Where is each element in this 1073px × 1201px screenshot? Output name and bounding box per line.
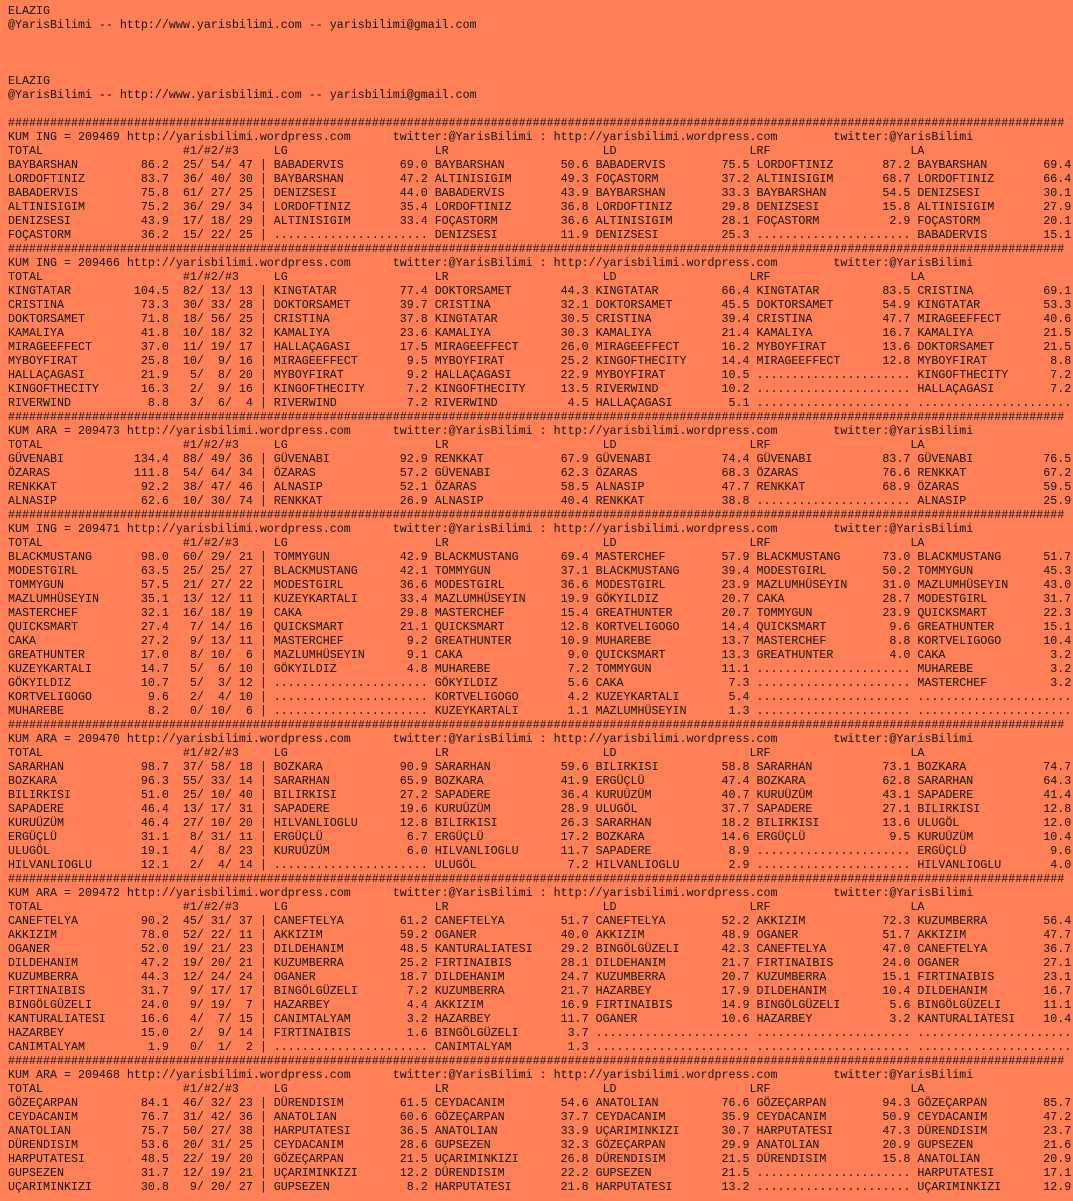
- result-row: KUZUMBERRA 44.3 12/ 24/ 24 | OGANER 18.7 DILDEHANIM 24.7 KUZUMBERRA 20.7 KUZUMBERRA 15.1 FIRTINAIBIS 23.1: [8, 970, 1072, 984]
- result-row: BLACKMUSTANG 98.0 60/ 29/ 21 | TOMMYGUN 42.9 BLACKMUSTANG 69.4 MASTERCHEF 57.9 BLACKMUSTANG 73.0 BLACKMUSTANG 51.7: [8, 550, 1072, 564]
- spacer: [8, 32, 1073, 46]
- separator-line: #######################################################################################################################################################: [8, 1054, 1065, 1068]
- result-row: KORTVELIGOGO 9.6 2/ 4/ 10 | ...................... KORTVELIGOGO 4.2 KUZEYKARTALI 5.4 ...................... ......................: [8, 690, 1072, 704]
- result-row: ULUGÖL 19.1 4/ 8/ 23 | KURUÜZÜM 6.0 HILVANLIOGLU 11.7 SAPADERE 8.9 ...................... ERGÜÇLÜ 9.6: [8, 844, 1072, 858]
- result-row: MYBOYFIRAT 25.8 10/ 9/ 16 | MIRAGEEFFECT 9.5 MYBOYFIRAT 25.2 KINGOFTHECITY 14.4 MIRAGEEFFECT 12.8 MYBOYFIRAT 8.8: [8, 354, 1072, 368]
- result-row: BINGÖLGÜZELI 24.0 9/ 19/ 7 | HAZARBEY 4.4 AKKIZIM 16.9 FIRTINAIBIS 14.9 BINGÖLGÜZELI 5.6 BINGÖLGÜZELI 11.1: [8, 998, 1072, 1012]
- separator-line: #######################################################################################################################################################: [8, 116, 1065, 130]
- result-row: CANIMTALYAM 1.9 0/ 1/ 2 | ...................... CANIMTALYAM 1.3 ...................... ...................... ......................: [8, 1040, 1072, 1054]
- spacer: [8, 60, 1073, 74]
- result-row: BAYBARSHAN 86.2 25/ 54/ 47 | BABADERVIS 69.0 BAYBARSHAN 50.6 BABADERVIS 75.5 LORDOFTINIZ 87.2 BAYBARSHAN 69.4: [8, 158, 1072, 172]
- column-header-line: TOTAL #1/#2/#3 LG LR LD LRF LA: [8, 270, 925, 284]
- result-row: GUPSEZEN 31.7 12/ 19/ 21 | UÇARIMINKIZI 12.2 DÜRENDISIM 22.2 GUPSEZEN 21.5 ...................... HARPUTATESI 17.1: [8, 1166, 1072, 1180]
- result-row: GÖKYILDIZ 10.7 5/ 3/ 12 | ...................... GÖKYILDIZ 5.6 CAKA 7.3 ...................... MASTERCHEF 3.2: [8, 676, 1072, 690]
- race-section: [8, 1054, 1073, 1194]
- race-info-line: KUM ARA = 209473 http://yarisbilimi.wordpress.com twitter:@YarisBilimi : http://yarisbilimi.wordpress.com twitter:@YarisBilimi: [8, 424, 974, 438]
- race-info-line: KUM ARA = 209470 http://yarisbilimi.wordpress.com twitter:@YarisBilimi : http://yarisbilimi.wordpress.com twitter:@YarisBilimi: [8, 732, 974, 746]
- result-row: MASTERCHEF 32.1 16/ 18/ 19 | CAKA 29.8 MASTERCHEF 15.4 GREATHUNTER 20.7 TOMMYGUN 23.9 QUICKSMART 22.3: [8, 606, 1072, 620]
- result-row: MODESTGIRL 63.5 25/ 25/ 27 | BLACKMUSTANG 42.1 TOMMYGUN 37.1 BLACKMUSTANG 39.4 MODESTGIRL 50.2 TOMMYGUN 45.3: [8, 564, 1072, 578]
- intro-block-1: [8, 4, 1073, 32]
- intro-block-2: [8, 74, 1073, 102]
- race-section: [8, 872, 1073, 1054]
- result-row: DENIZSESI 43.9 17/ 18/ 29 | ALTINISIGIM 33.4 FOÇASTORM 36.6 ALTINISIGIM 28.1 FOÇASTORM 2.9 FOÇASTORM 20.1: [8, 214, 1072, 228]
- result-row: KINGTATAR 104.5 82/ 13/ 13 | KINGTATAR 77.4 DOKTORSAMET 44.3 KINGTATAR 66.4 KINGTATAR 83.5 CRISTINA 69.1: [8, 284, 1072, 298]
- result-row: QUICKSMART 27.4 7/ 14/ 16 | QUICKSMART 21.1 QUICKSMART 12.8 KORTVELIGOGO 14.4 QUICKSMART 9.6 GREATHUNTER 15.1: [8, 620, 1072, 634]
- result-row: SAPADERE 46.4 13/ 17/ 31 | SAPADERE 19.6 KURUÜZÜM 28.9 ULUGÖL 37.7 SAPADERE 27.1 BILIRKISI 12.8: [8, 802, 1072, 816]
- column-header-line: TOTAL #1/#2/#3 LG LR LD LRF LA: [8, 536, 925, 550]
- result-row: FIRTINAIBIS 31.7 9/ 17/ 17 | BINGÖLGÜZELI 7.2 KUZUMBERRA 21.7 HAZARBEY 17.9 DILDEHANIM 10.4 DILDEHANIM 16.7: [8, 984, 1072, 998]
- separator-line: #######################################################################################################################################################: [8, 508, 1065, 522]
- result-row: DILDEHANIM 47.2 19/ 20/ 21 | KUZUMBERRA 25.2 FIRTINAIBIS 28.1 DILDEHANIM 21.7 FIRTINAIBIS 24.0 OGANER 27.1: [8, 956, 1072, 970]
- result-row: KANTURALIATESI 16.6 4/ 7/ 15 | CANIMTALYAM 3.2 HAZARBEY 11.7 OGANER 10.6 HAZARBEY 3.2 KANTURALIATESI 10.4: [8, 1012, 1072, 1026]
- result-row: GÜVENABI 134.4 88/ 49/ 36 | GÜVENABI 92.9 RENKKAT 67.9 GÜVENABI 74.4 GÜVENABI 83.7 GÜVENABI 76.5: [8, 452, 1072, 466]
- separator-line: #######################################################################################################################################################: [8, 410, 1065, 424]
- result-row: CANEFTELYA 90.2 45/ 31/ 37 | CANEFTELYA 61.2 CANEFTELYA 51.7 CANEFTELYA 52.2 AKKIZIM 72.3 KUZUMBERRA 56.4: [8, 914, 1072, 928]
- race-section: [8, 242, 1073, 410]
- result-row: ANATOLIAN 75.7 50/ 27/ 38 | HARPUTATESI 36.5 ANATOLIAN 33.9 UÇARIMINKIZI 30.7 HARPUTATESI 47.3 DÜRENDISIM 23.7: [8, 1124, 1072, 1138]
- result-row: UÇARIMINKIZI 30.8 9/ 20/ 27 | GUPSEZEN 8.2 HARPUTATESI 21.8 HARPUTATESI 13.2 ...................... UÇARIMINKIZI 12.9: [8, 1180, 1072, 1194]
- city-title: ELAZIG: [8, 74, 50, 88]
- result-row: DÜRENDISIM 53.6 20/ 31/ 25 | CEYDACANIM 28.6 GUPSEZEN 32.3 GÖZEÇARPAN 29.9 ANATOLIAN 20.9 GUPSEZEN 21.6: [8, 1138, 1072, 1152]
- race-sections: [8, 116, 1073, 1194]
- result-row: OGANER 52.0 19/ 21/ 23 | DILDEHANIM 48.5 KANTURALIATESI 29.2 BINGÖLGÜZELI 42.3 CANEFTELYA 47.0 CANEFTELYA 36.7: [8, 942, 1072, 956]
- result-row: RENKKAT 92.2 38/ 47/ 46 | ALNASIP 52.1 ÖZARAS 58.5 ALNASIP 47.7 RENKKAT 68.9 ÖZARAS 59.5: [8, 480, 1072, 494]
- result-row: KURUÜZÜM 46.4 27/ 10/ 20 | HILVANLIOGLU 12.8 BILIRKISI 26.3 SARARHAN 18.2 BILIRKISI 13.6 ULUGÖL 12.0: [8, 816, 1072, 830]
- race-section: [8, 116, 1073, 242]
- column-header-line: TOTAL #1/#2/#3 LG LR LD LRF LA: [8, 1082, 925, 1096]
- result-row: MUHAREBE 8.2 0/ 10/ 6 | ...................... KUZEYKARTALI 1.1 MAZLUMHÜSEYIN 1.3 ...................... ......................: [8, 704, 1072, 718]
- result-row: BOZKARA 96.3 55/ 33/ 14 | SARARHAN 65.9 BOZKARA 41.9 ERGÜÇLÜ 47.4 BOZKARA 62.8 SARARHAN 64.3: [8, 774, 1072, 788]
- result-row: GREATHUNTER 17.0 8/ 10/ 6 | MAZLUMHÜSEYIN 9.1 CAKA 9.0 QUICKSMART 13.3 GREATHUNTER 4.0 CAKA 3.2: [8, 648, 1072, 662]
- result-row: MAZLUMHÜSEYIN 35.1 13/ 12/ 11 | KUZEYKARTALI 33.4 MAZLUMHÜSEYIN 19.9 GÖKYILDIZ 20.7 CAKA 28.7 MODESTGIRL 31.7: [8, 592, 1072, 606]
- column-header-line: TOTAL #1/#2/#3 LG LR LD LRF LA: [8, 900, 925, 914]
- result-row: GÖZEÇARPAN 84.1 46/ 32/ 23 | DÜRENDISIM 61.5 CEYDACANIM 54.6 ANATOLIAN 76.6 GÖZEÇARPAN 94.3 GÖZEÇARPAN 85.7: [8, 1096, 1072, 1110]
- column-header-line: TOTAL #1/#2/#3 LG LR LD LRF LA: [8, 438, 925, 452]
- contact-line: @YarisBilimi -- http://www.yarisbilimi.com -- yarisbilimi@gmail.com: [8, 88, 477, 102]
- column-header-line: TOTAL #1/#2/#3 LG LR LD LRF LA: [8, 144, 925, 158]
- result-row: KAMALIYA 41.8 10/ 18/ 32 | KAMALIYA 23.6 KAMALIYA 30.3 KAMALIYA 21.4 KAMALIYA 16.7 KAMALIYA 21.5: [8, 326, 1072, 340]
- result-row: CRISTINA 73.3 30/ 33/ 28 | DOKTORSAMET 39.7 CRISTINA 32.1 DOKTORSAMET 45.5 DOKTORSAMET 54.9 KINGTATAR 53.3: [8, 298, 1072, 312]
- result-row: CEYDACANIM 76.7 31/ 42/ 36 | ANATOLIAN 60.6 GÖZEÇARPAN 37.7 CEYDACANIM 35.9 CEYDACANIM 50.9 CEYDACANIM 47.2: [8, 1110, 1072, 1124]
- result-row: TOMMYGUN 57.5 21/ 27/ 22 | MODESTGIRL 36.6 MODESTGIRL 36.6 MODESTGIRL 23.9 MAZLUMHÜSEYIN 31.0 MAZLUMHÜSEYIN 43.0: [8, 578, 1072, 592]
- result-row: ALNASIP 62.6 10/ 30/ 74 | RENKKAT 26.9 ALNASIP 40.4 RENKKAT 38.8 ...................... ALNASIP 25.9: [8, 494, 1072, 508]
- race-info-line: KUM ING = 209471 http://yarisbilimi.wordpress.com twitter:@YarisBilimi : http://yarisbilimi.wordpress.com twitter:@YarisBilimi: [8, 522, 974, 536]
- separator-line: #######################################################################################################################################################: [8, 242, 1065, 256]
- result-row: MIRAGEEFFECT 37.0 11/ 19/ 17 | HALLAÇAGASI 17.5 MIRAGEEFFECT 26.0 MIRAGEEFFECT 16.2 MYBOYFIRAT 13.6 DOKTORSAMET 21.5: [8, 340, 1072, 354]
- race-info-line: KUM ING = 209469 http://yarisbilimi.wordpress.com twitter:@YarisBilimi : http://yarisbilimi.wordpress.com twitter:@YarisBilimi: [8, 130, 974, 144]
- result-row: LORDOFTINIZ 83.7 36/ 40/ 30 | BAYBARSHAN 47.2 ALTINISIGIM 49.3 FOÇASTORM 37.2 ALTINISIGIM 68.7 LORDOFTINIZ 66.4: [8, 172, 1072, 186]
- result-row: HAZARBEY 15.0 2/ 9/ 14 | FIRTINAIBIS 1.6 BINGÖLGÜZELI 3.7 ...................... ...................... ......................: [8, 1026, 1072, 1040]
- result-row: ÖZARAS 111.8 54/ 64/ 34 | ÖZARAS 57.2 GÜVENABI 62.3 ÖZARAS 68.3 ÖZARAS 76.6 RENKKAT 67.2: [8, 466, 1072, 480]
- race-info-line: KUM ARA = 209468 http://yarisbilimi.wordpress.com twitter:@YarisBilimi : http://yarisbilimi.wordpress.com twitter:@YarisBilimi: [8, 1068, 974, 1082]
- result-row: ALTINISIGIM 75.2 36/ 29/ 34 | LORDOFTINIZ 35.4 LORDOFTINIZ 36.8 LORDOFTINIZ 29.8 DENIZSESI 15.8 ALTINISIGIM 27.9: [8, 200, 1072, 214]
- result-row: KUZEYKARTALI 14.7 5/ 6/ 10 | GÖKYILDIZ 4.8 MUHAREBE 7.2 TOMMYGUN 11.1 ...................... MUHAREBE 3.2: [8, 662, 1072, 676]
- race-section: [8, 718, 1073, 872]
- result-row: BILIRKISI 51.0 25/ 10/ 40 | BILIRKISI 27.2 SAPADERE 36.4 KURUÜZÜM 40.7 KURUÜZÜM 43.1 SAPADERE 41.4: [8, 788, 1072, 802]
- result-row: FOÇASTORM 36.2 15/ 22/ 25 | ...................... DENIZSESI 11.9 DENIZSESI 25.3 ...................... BABADERVIS 15.1: [8, 228, 1072, 242]
- city-title: ELAZIG: [8, 4, 50, 18]
- result-row: BABADERVIS 75.8 61/ 27/ 25 | DENIZSESI 44.0 BABADERVIS 43.9 BAYBARSHAN 33.3 BAYBARSHAN 54.5 DENIZSESI 30.1: [8, 186, 1072, 200]
- separator-line: #######################################################################################################################################################: [8, 718, 1065, 732]
- result-row: RIVERWIND 8.8 3/ 6/ 4 | RIVERWIND 7.2 RIVERWIND 4.5 HALLAÇAGASI 5.1 ...................... ......................: [8, 396, 1072, 410]
- result-row: CAKA 27.2 9/ 13/ 11 | MASTERCHEF 9.2 GREATHUNTER 10.9 MUHAREBE 13.7 MASTERCHEF 8.8 KORTVELIGOGO 10.4: [8, 634, 1072, 648]
- result-row: HARPUTATESI 48.5 22/ 19/ 20 | GÖZEÇARPAN 21.5 UÇARIMINKIZI 26.8 DÜRENDISIM 21.5 DÜRENDISIM 15.8 ANATOLIAN 20.9: [8, 1152, 1072, 1166]
- race-section: [8, 508, 1073, 718]
- race-info-line: KUM ARA = 209472 http://yarisbilimi.wordpress.com twitter:@YarisBilimi : http://yarisbilimi.wordpress.com twitter:@YarisBilimi: [8, 886, 974, 900]
- spacer: [8, 102, 1073, 116]
- result-row: DOKTORSAMET 71.8 18/ 56/ 25 | CRISTINA 37.8 KINGTATAR 30.5 CRISTINA 39.4 CRISTINA 47.7 MIRAGEEFFECT 40.6: [8, 312, 1072, 326]
- result-row: AKKIZIM 78.0 52/ 22/ 11 | AKKIZIM 59.2 OGANER 40.0 AKKIZIM 48.9 OGANER 51.7 AKKIZIM 47.7: [8, 928, 1072, 942]
- result-row: SARARHAN 98.7 37/ 58/ 18 | BOZKARA 90.9 SARARHAN 59.6 BILIRKISI 58.8 SARARHAN 73.1 BOZKARA 74.7: [8, 760, 1072, 774]
- spacer: [8, 46, 1073, 60]
- result-row: HALLAÇAGASI 21.9 5/ 8/ 20 | MYBOYFIRAT 9.2 HALLAÇAGASI 22.9 MYBOYFIRAT 10.5 ...................... KINGOFTHECITY 7.2: [8, 368, 1072, 382]
- contact-line: @YarisBilimi -- http://www.yarisbilimi.com -- yarisbilimi@gmail.com: [8, 18, 477, 32]
- column-header-line: TOTAL #1/#2/#3 LG LR LD LRF LA: [8, 746, 925, 760]
- result-row: HILVANLIOGLU 12.1 2/ 4/ 14 | ...................... ULUGÖL 7.2 HILVANLIOGLU 2.9 ...................... HILVANLIOGLU 4.0: [8, 858, 1072, 872]
- race-section: [8, 410, 1073, 508]
- race-info-line: KUM ING = 209466 http://yarisbilimi.wordpress.com twitter:@YarisBilimi : http://yarisbilimi.wordpress.com twitter:@YarisBilimi: [8, 256, 974, 270]
- result-row: ERGÜÇLÜ 31.1 8/ 31/ 11 | ERGÜÇLÜ 6.7 ERGÜÇLÜ 17.2 BOZKARA 14.6 ERGÜÇLÜ 9.5 KURUÜZÜM 10.4: [8, 830, 1072, 844]
- result-row: KINGOFTHECITY 16.3 2/ 9/ 16 | KINGOFTHECITY 7.2 KINGOFTHECITY 13.5 RIVERWIND 10.2 ...................... HALLAÇAGASI 7.2: [8, 382, 1072, 396]
- separator-line: #######################################################################################################################################################: [8, 872, 1065, 886]
